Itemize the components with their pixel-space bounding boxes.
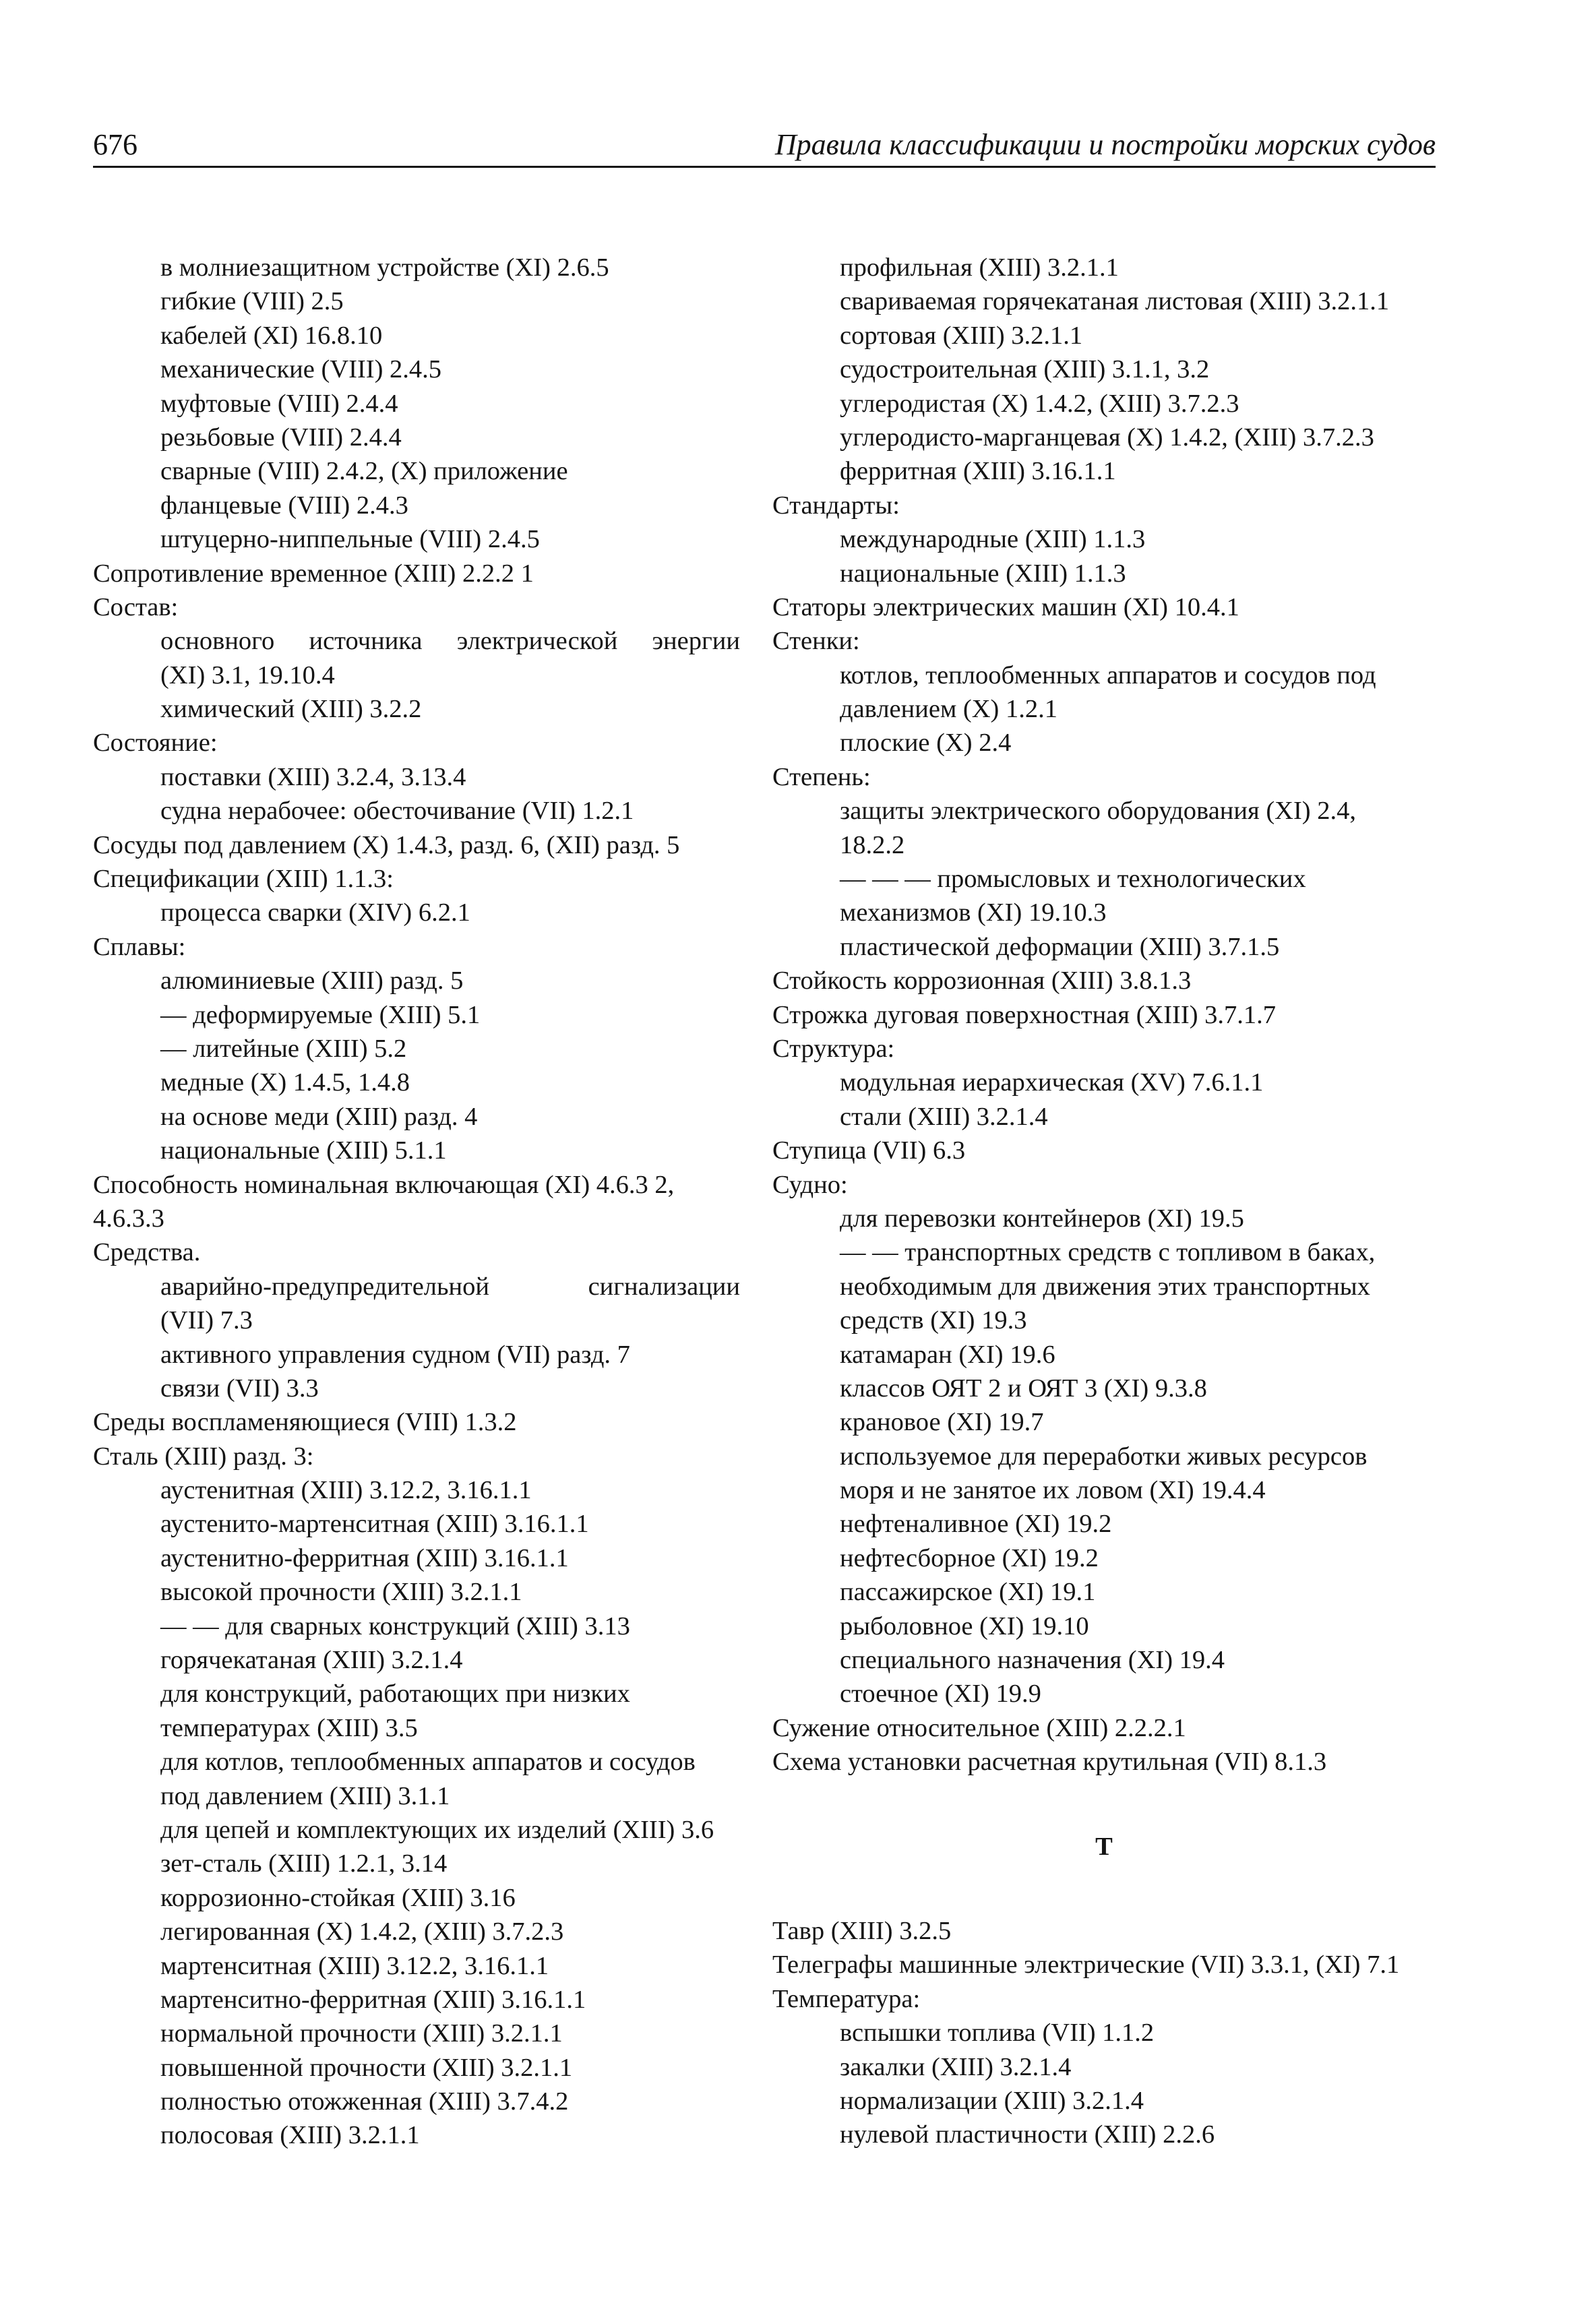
index-subentry: алюминиевые (XIII) разд. 5 xyxy=(160,966,464,995)
index-subentry: необходимым для движения этих транспортных xyxy=(840,1272,1370,1301)
index-entry: Спецификации (XIII) 1.1.3: xyxy=(93,865,394,894)
index-subentry: плоские (X) 2.4 xyxy=(840,729,1012,758)
index-subentry: углеродисто-марганцевая (X) 1.4.2, (XIII) 3.7.2.3 xyxy=(840,423,1374,452)
running-title: Правила классификации и постройки морских судов xyxy=(774,128,1436,161)
index-subentry: для конструкций, работающих при низких xyxy=(160,1680,630,1709)
index-subentry: — — — промысловых и технологических xyxy=(840,865,1306,894)
index-entry: Стандарты: xyxy=(772,491,900,520)
header-rule xyxy=(93,166,1436,168)
index-subentry: резьбовые (VIII) 2.4.4 xyxy=(160,423,402,452)
index-entry: Температура: xyxy=(772,1984,921,2013)
index-subentry: пассажирское (XI) 19.1 xyxy=(840,1578,1096,1607)
index-subentry: химический (XIII) 3.2.2 xyxy=(160,695,422,724)
section-letter: Т xyxy=(1095,1832,1113,1861)
index-entry: Тавр (XIII) 3.2.5 xyxy=(772,1916,952,1945)
index-subentry: национальные (XIII) 5.1.1 xyxy=(160,1136,447,1165)
index-subentry: медные (X) 1.4.5, 1.4.8 xyxy=(160,1068,410,1097)
index-subentry: нулевой пластичности (XIII) 2.2.6 xyxy=(840,2120,1215,2149)
index-entry: Статоры электрических машин (XI) 10.4.1 xyxy=(772,592,1239,621)
index-subentry: нормальной прочности (XIII) 3.2.1.1 xyxy=(160,2019,563,2048)
index-entry: Состав: xyxy=(93,592,179,621)
index-subentry: модульная иерархическая (XV) 7.6.1.1 xyxy=(840,1068,1264,1097)
index-column-right xyxy=(772,251,1436,2152)
index-entry: Телеграфы машинные электрические (VII) 3.3.1, (XI) 7.1 xyxy=(772,1951,1400,1979)
index-subentry: давлением (X) 1.2.1 xyxy=(840,695,1058,724)
index-subentry: аварийно-предупредительной сигнализации xyxy=(160,1272,740,1301)
index-entry: Состояние: xyxy=(93,729,218,758)
index-subentry: стали (XIII) 3.2.1.4 xyxy=(840,1102,1048,1131)
index-entry: Сужение относительное (XIII) 2.2.2.1 xyxy=(772,1713,1186,1742)
index-subentry: сортовая (XIII) 3.2.1.1 xyxy=(840,321,1083,350)
index-subentry: моря и не занятое их ловом (XI) 19.4.4 xyxy=(840,1476,1266,1505)
index-subentry: рыболовное (XI) 19.10 xyxy=(840,1611,1089,1640)
index-entry: Сопротивление временное (XIII) 2.2.2 1 xyxy=(93,559,534,588)
index-subentry: (XI) 3.1, 19.10.4 xyxy=(160,661,335,689)
index-subentry: — деформируемые (XIII) 5.1 xyxy=(160,1000,481,1029)
index-subentry: для перевозки контейнеров (XI) 19.5 xyxy=(840,1204,1244,1233)
index-subentry: мартенситная (XIII) 3.12.2, 3.16.1.1 xyxy=(160,1951,549,1980)
section-spacer xyxy=(772,1864,1436,1914)
index-subentry: судна нерабочее: обесточивание (VII) 1.2.1 xyxy=(160,797,634,826)
index-subentry: поставки (XIII) 3.2.4, 3.13.4 xyxy=(160,762,466,791)
index-entry: Сплавы: xyxy=(93,932,186,961)
index-subentry: 18.2.2 xyxy=(840,830,905,859)
index-entry: Стойкость коррозионная (XIII) 3.8.1.3 xyxy=(772,966,1192,995)
index-subentry: судостроительная (XIII) 3.1.1, 3.2 xyxy=(840,355,1210,384)
index-subentry: стоечное (XI) 19.9 xyxy=(840,1680,1041,1709)
index-subentry: повышенной прочности (XIII) 3.2.1.1 xyxy=(160,2053,573,2082)
index-entry: 4.6.3.3 xyxy=(93,1204,164,1233)
index-subentry: гибкие (VIII) 2.5 xyxy=(160,287,344,316)
index-subentry: кабелей (XI) 16.8.10 xyxy=(160,321,383,350)
index-subentry: на основе меди (XIII) разд. 4 xyxy=(160,1102,478,1131)
index-column-left xyxy=(93,251,740,2153)
index-subentry: фланцевые (VIII) 2.4.3 xyxy=(160,491,408,520)
index-subentry: котлов, теплообменных аппаратов и сосудов под xyxy=(840,661,1376,689)
index-subentry: свариваемая горячекатаная листовая (XIII) 3.2.1.1 xyxy=(840,287,1390,316)
index-subentry: международные (XIII) 1.1.3 xyxy=(840,525,1146,554)
index-subentry: (VII) 7.3 xyxy=(160,1306,253,1335)
index-subentry: механизмов (XI) 19.10.3 xyxy=(840,898,1107,927)
page-header xyxy=(93,128,1436,170)
index-subentry: — литейные (XIII) 5.2 xyxy=(160,1034,407,1063)
index-subentry: закалки (XIII) 3.2.1.4 xyxy=(840,2052,1072,2081)
index-subentry: ферритная (XIII) 3.16.1.1 xyxy=(840,457,1116,486)
index-subentry: легированная (X) 1.4.2, (XIII) 3.7.2.3 xyxy=(160,1917,564,1946)
index-subentry: — — для сварных конструкций (XIII) 3.13 xyxy=(160,1611,630,1640)
index-subentry: — — транспортных средств с топливом в баках, xyxy=(840,1238,1376,1267)
index-entry: Сталь (XIII) разд. 3: xyxy=(93,1442,314,1471)
index-subentry: защиты электрического оборудования (XI) 2.4, xyxy=(840,797,1356,826)
index-subentry: связи (VII) 3.3 xyxy=(160,1374,319,1403)
index-subentry: активного управления судном (VII) разд. 7 xyxy=(160,1340,630,1369)
index-subentry: национальные (XIII) 1.1.3 xyxy=(840,559,1126,588)
index-subentry: специального назначения (XI) 19.4 xyxy=(840,1646,1225,1675)
section-spacer xyxy=(772,1779,1436,1830)
index-subentry: нормализации (XIII) 3.2.1.4 xyxy=(840,2086,1144,2115)
index-subentry: процесса сварки (XIV) 6.2.1 xyxy=(160,898,470,927)
index-entry: Сосуды под давлением (X) 1.4.3, разд. 6, (XII) разд. 5 xyxy=(93,830,680,859)
index-subentry: аустенитная (XIII) 3.12.2, 3.16.1.1 xyxy=(160,1476,532,1505)
index-entry: Степень: xyxy=(772,762,871,791)
index-entry: Стенки: xyxy=(772,627,860,656)
index-subentry: аустенитно-ферритная (XIII) 3.16.1.1 xyxy=(160,1543,569,1572)
index-subentry: для цепей и комплектующих их изделий (XIII) 3.6 xyxy=(160,1815,714,1844)
index-subentry: используемое для переработки живых ресурсов xyxy=(840,1442,1368,1471)
index-subentry: температурах (XIII) 3.5 xyxy=(160,1713,418,1742)
index-entry: Схема установки расчетная крутильная (VII) 8.1.3 xyxy=(772,1748,1327,1777)
index-entry: Ступица (VII) 6.3 xyxy=(772,1136,966,1165)
index-subentry: муфтовые (VIII) 2.4.4 xyxy=(160,389,398,418)
index-subentry: классов ОЯТ 2 и ОЯТ 3 (XI) 9.3.8 xyxy=(840,1374,1207,1403)
index-entry: Способность номинальная включающая (XI) 4.6.3 2, xyxy=(93,1170,675,1199)
index-subentry: вспышки топлива (VII) 1.1.2 xyxy=(840,2019,1155,2048)
index-subentry: углеродистая (X) 1.4.2, (XIII) 3.7.2.3 xyxy=(840,389,1239,418)
page-number: 676 xyxy=(93,128,137,161)
index-subentry: крановое (XI) 19.7 xyxy=(840,1408,1044,1437)
index-subentry: мартенситно-ферритная (XIII) 3.16.1.1 xyxy=(160,1985,586,2014)
index-subentry: пластической деформации (XIII) 3.7.1.5 xyxy=(840,932,1280,961)
index-subentry: для котлов, теплообменных аппаратов и сосудов xyxy=(160,1748,696,1777)
index-subentry: аустенито-мартенситная (XIII) 3.16.1.1 xyxy=(160,1510,589,1539)
index-entry: Судно: xyxy=(772,1170,848,1199)
index-subentry: горячекатаная (XIII) 3.2.1.4 xyxy=(160,1646,463,1675)
index-entry: Среды воспламеняющиеся (VIII) 1.3.2 xyxy=(93,1408,517,1437)
index-subentry: штуцерно-ниппельные (VIII) 2.4.5 xyxy=(160,525,540,554)
index-subentry: коррозионно-стойкая (XIII) 3.16 xyxy=(160,1883,516,1912)
index-subentry: под давлением (XIII) 3.1.1 xyxy=(160,1781,450,1810)
index-entry: Средства. xyxy=(93,1238,201,1267)
index-subentry: полностью отожженная (XIII) 3.7.4.2 xyxy=(160,2087,569,2116)
index-subentry: сварные (VIII) 2.4.2, (X) приложение xyxy=(160,457,568,486)
index-subentry: нефтеналивное (XI) 19.2 xyxy=(840,1510,1112,1539)
index-subentry: механические (VIII) 2.4.5 xyxy=(160,355,442,384)
index-entry: Структура: xyxy=(772,1034,895,1063)
index-subentry: в молниезащитном устройстве (XI) 2.6.5 xyxy=(160,253,609,282)
index-entry: Строжка дуговая поверхностная (XIII) 3.7.1.7 xyxy=(772,1000,1277,1029)
index-subentry: высокой прочности (XIII) 3.2.1.1 xyxy=(160,1578,522,1607)
index-subentry: средств (XI) 19.3 xyxy=(840,1306,1027,1335)
index-subentry: полосовая (XIII) 3.2.1.1 xyxy=(160,2121,420,2150)
index-subentry: профильная (XIII) 3.2.1.1 xyxy=(840,253,1119,282)
index-subentry: нефтесборное (XI) 19.2 xyxy=(840,1543,1099,1572)
index-subentry: зет-сталь (XIII) 1.2.1, 3.14 xyxy=(160,1849,448,1878)
index-subentry: катамаран (XI) 19.6 xyxy=(840,1340,1055,1369)
index-subentry: основного источника электрической энергии xyxy=(160,627,740,656)
